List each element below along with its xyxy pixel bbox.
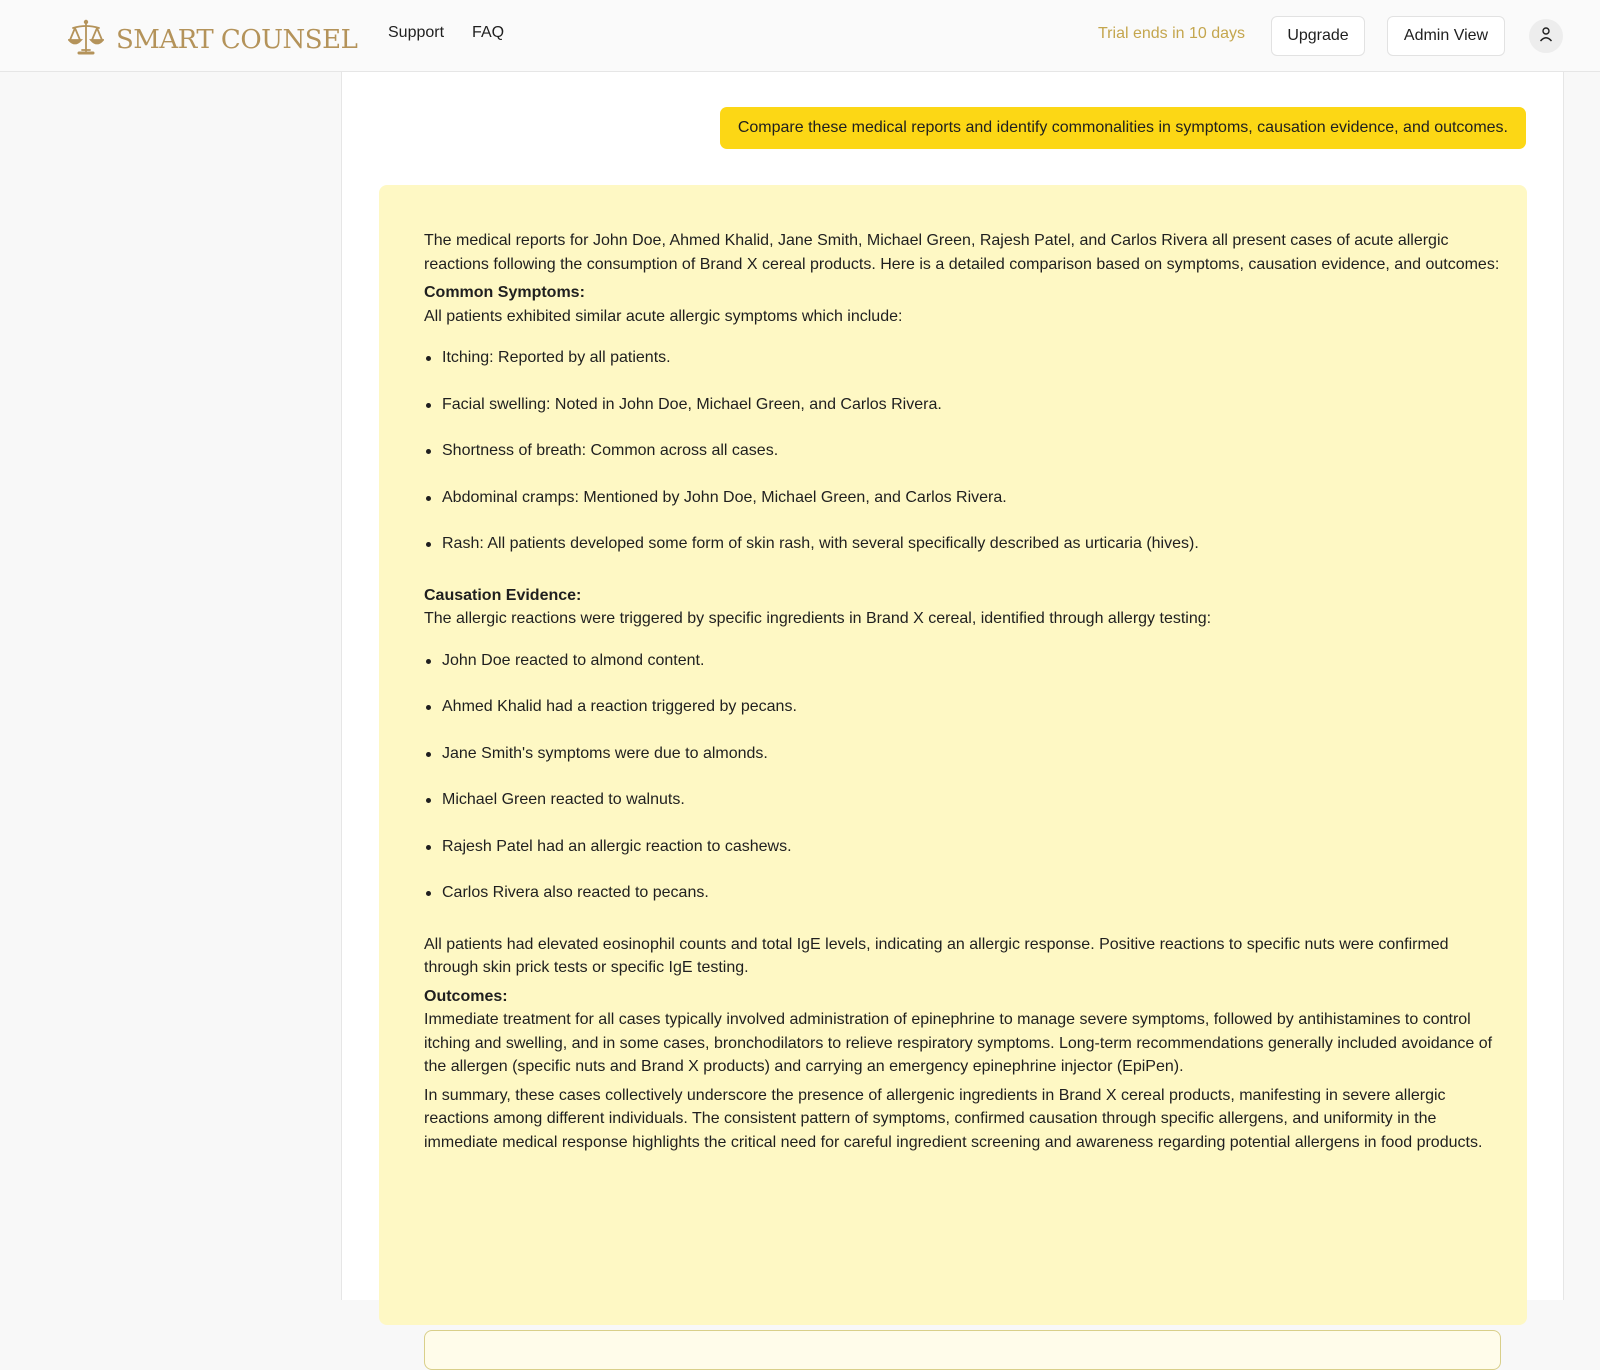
causation-heading: Causation Evidence: (424, 586, 582, 604)
list-item: Ahmed Khalid had a reaction triggered by pecans. (424, 695, 1501, 719)
upgrade-button[interactable]: Upgrade (1271, 16, 1365, 56)
causation-summary: All patients had elevated eosinophil counts and total IgE levels, indicating an allergic response. Positive reactions to specific nuts were confirmed through skin prick tests or specific IgE testing. (424, 935, 1449, 976)
admin-view-button[interactable]: Admin View (1387, 16, 1505, 56)
list-item: John Doe reacted to almond content. (424, 649, 1501, 673)
user-icon (1538, 26, 1554, 47)
follow-up-box[interactable] (424, 1330, 1501, 1370)
outcomes-text: Immediate treatment for all cases typically involved administration of epinephrine to manage severe symptoms, followed by antihistamines to control itching and swelling, and in some cases, bronchodilators to relieve respiratory symptoms. Long-term recommendations generally included avoidance of the allergen (specific nuts and Brand X products) and carrying an emergency epinephrine injector (EpiPen). (424, 1011, 1493, 1075)
list-item: Abdominal cramps: Mentioned by John Doe, Michael Green, and Carlos Rivera. (424, 486, 1501, 510)
list-item: Shortness of breath: Common across all cases. (424, 439, 1501, 463)
list-item: Jane Smith's symptoms were due to almonds. (424, 742, 1501, 766)
scales-icon (68, 18, 104, 61)
symptoms-heading: Common Symptoms: (424, 284, 585, 301)
user-avatar-button[interactable] (1529, 19, 1563, 53)
causation-intro: The allergic reactions were triggered by specific ingredients in Brand X cereal, identified through allergy testing: (424, 610, 1212, 627)
brand-name: SMART COUNSEL (116, 24, 358, 55)
list-item: Itching: Reported by all patients. (424, 346, 1501, 370)
symptoms-intro: All patients exhibited similar acute allergic symptoms which include: (424, 307, 903, 325)
user-message-bubble: Compare these medical reports and identify commonalities in symptoms, causation evidence, and outcomes. (720, 107, 1526, 149)
list-item: Carlos Rivera also reacted to pecans. (424, 881, 1501, 905)
outcomes-heading: Outcomes: (424, 987, 508, 1005)
list-item: Facial swelling: Noted in John Doe, Michael Green, and Carlos Rivera. (424, 393, 1501, 417)
list-item: Michael Green reacted to walnuts. (424, 788, 1501, 812)
list-item: Rajesh Patel had an allergic reaction to cashews. (424, 835, 1501, 859)
trial-status: Trial ends in 10 days (1098, 25, 1246, 42)
top-header (0, 0, 1600, 72)
chat-panel (342, 72, 1564, 1300)
top-nav (388, 24, 504, 42)
brand-logo[interactable] (68, 18, 357, 61)
symptoms-list (424, 346, 1501, 556)
causation-list (424, 649, 1501, 905)
nav-faq-link[interactable]: FAQ (472, 24, 505, 41)
list-item: Rash: All patients developed some form of skin rash, with several specifically described as urticaria (hives). (424, 532, 1501, 556)
assistant-response (379, 185, 1527, 1325)
response-intro: The medical reports for John Doe, Ahmed Khalid, Jane Smith, Michael Green, Rajesh Patel, and Carlos Rivera all present cases of acute allergic reactions following the consumption of Brand X cereal products. Here is a detailed comparison based on symptoms, causation evidence, and outcomes: (424, 232, 1500, 273)
summary-text: In summary, these cases collectively underscore the presence of allergenic ingredients in Brand X cereal products, manifesting in severe allergic reactions among different individuals. The consistent pattern of symptoms, confirmed causation through specific allergens, and uniformity in the immediate medical response highlights the critical need for careful ingredient screening and awareness regarding potential allergens in food products. (424, 1086, 1483, 1151)
nav-support-link[interactable]: Support (388, 24, 445, 41)
sidebar (0, 72, 342, 1300)
